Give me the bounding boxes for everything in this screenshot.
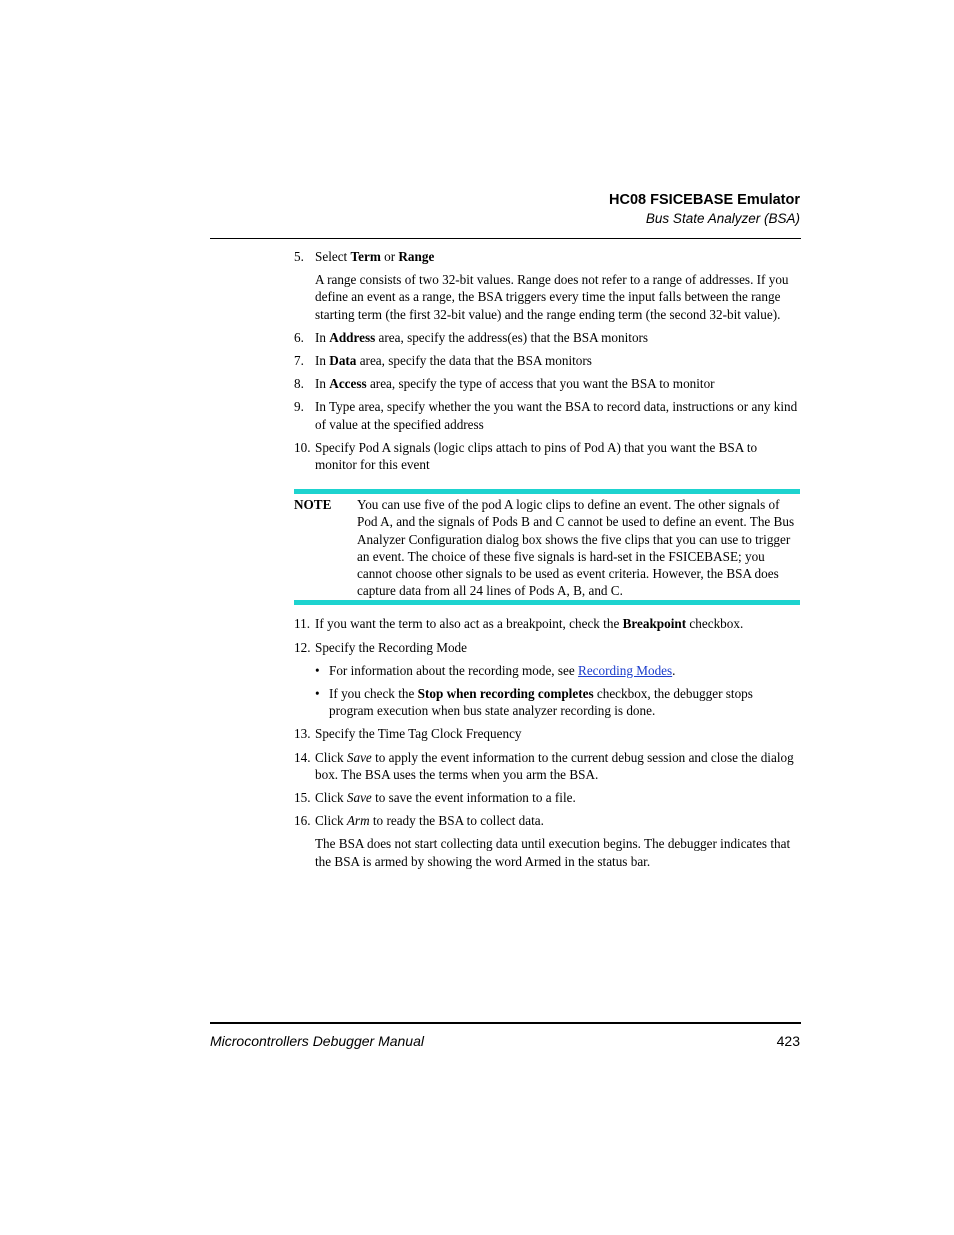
recording-modes-link[interactable]: Recording Modes xyxy=(578,662,673,678)
step-number: 10. xyxy=(294,439,311,455)
step-10 xyxy=(294,439,800,473)
header-rule xyxy=(210,238,801,239)
step-number: 14. xyxy=(294,749,311,765)
step-16-paragraph: The BSA does not start collecting data until execution begins. The debugger indicates that the BSA is armed by showing the word Armed in the status bar. xyxy=(315,836,791,869)
step-6 xyxy=(294,329,800,346)
step-number: 6. xyxy=(294,329,304,345)
step-text: Specify the Time Tag Clock Frequency xyxy=(315,726,522,742)
bullet-text: For information about the recording mode, see Recording Modes. xyxy=(329,662,676,678)
running-header-title: HC08 FSICEBASE Emulator xyxy=(609,192,800,208)
step-9 xyxy=(294,398,800,432)
step-text: Specify Pod A signals (logic clips attach to pins of Pod A) that you want the BSA to monitor for this event xyxy=(315,439,758,473)
step-16 xyxy=(294,812,800,829)
step-number: 16. xyxy=(294,813,311,829)
running-header-subtitle: Bus State Analyzer (BSA) xyxy=(645,211,800,226)
note-text: You can use five of the pod A logic clips to define an event. The other signals of Pod A, and the signals of Pods B and C cannot be used to define an event. The Bus Analyzer Configuration dialog box shows the five clips that you can use to trigger an event. The choice of these five signals is hard-set in the FSICEBASE; you cannot choose other signals to be used as event criteria. However, the BSA does capture data from all 24 lines of Pods A, B, and C. xyxy=(357,497,795,599)
step-number: 15. xyxy=(294,790,311,806)
bullet-item xyxy=(315,685,800,719)
footer-manual-title: Microcontrollers Debugger Manual xyxy=(210,1033,424,1049)
step-15 xyxy=(294,789,800,806)
step-number: 9. xyxy=(294,399,304,415)
step-5-paragraph: A range consists of two 32-bit values. Range does not refer to a range of addresses. If you define an event as a range, the BSA triggers every time the input falls between the range starting term (the first 32-bit value) and the range ending term (the second 32-bit value). xyxy=(315,272,789,322)
term-label: Term xyxy=(350,249,381,264)
step-11 xyxy=(294,615,800,632)
step-text: In Type area, specify whether the you want the BSA to record data, instructions or any kind of value at the specified address xyxy=(315,399,798,432)
step-text: In Access area, specify the type of access that you want the BSA to monitor xyxy=(315,376,715,392)
page-number: 423 xyxy=(776,1033,800,1049)
step-number: 5. xyxy=(294,249,304,264)
step-text: Click Save to save the event information to a file. xyxy=(315,790,576,806)
step-text: Click Arm to ready the BSA to collect data. xyxy=(315,813,544,829)
note-box xyxy=(294,489,800,605)
step-number: 12. xyxy=(294,639,311,655)
step-8 xyxy=(294,375,800,392)
step-5 xyxy=(294,248,800,265)
step-text: Specify the Recording Mode xyxy=(315,639,467,655)
footer-rule xyxy=(210,1022,801,1024)
page-body xyxy=(294,248,800,876)
step-text: Select Term or Range xyxy=(315,249,435,264)
step-number: 13. xyxy=(294,726,311,742)
step-14 xyxy=(294,749,800,783)
step-text: Click Save to apply the event information to the current debug session and close the dialog box. The BSA uses the terms when you arm the BSA. xyxy=(315,749,794,782)
bullet-icon: • xyxy=(315,662,320,678)
step-13 xyxy=(294,725,800,742)
step-text: In Address area, specify the address(es) that the BSA monitors xyxy=(315,329,649,345)
step-text: If you want the term to also act as a breakpoint, check the Breakpoint checkbox. xyxy=(315,616,744,632)
step-number: 7. xyxy=(294,353,304,369)
step-number: 8. xyxy=(294,376,304,392)
bullet-item xyxy=(315,662,800,679)
step-text: In Data area, specify the data that the BSA monitors xyxy=(315,353,592,369)
range-label: Range xyxy=(398,249,435,264)
step-number: 11. xyxy=(294,616,310,632)
note-label: NOTE xyxy=(294,497,332,513)
step-12 xyxy=(294,639,800,656)
step-7 xyxy=(294,352,800,369)
bullet-icon: • xyxy=(315,686,320,702)
bullet-text: If you check the Stop when recording completes checkbox, the debugger stops program execution when bus state analyzer recording is done. xyxy=(329,686,753,719)
